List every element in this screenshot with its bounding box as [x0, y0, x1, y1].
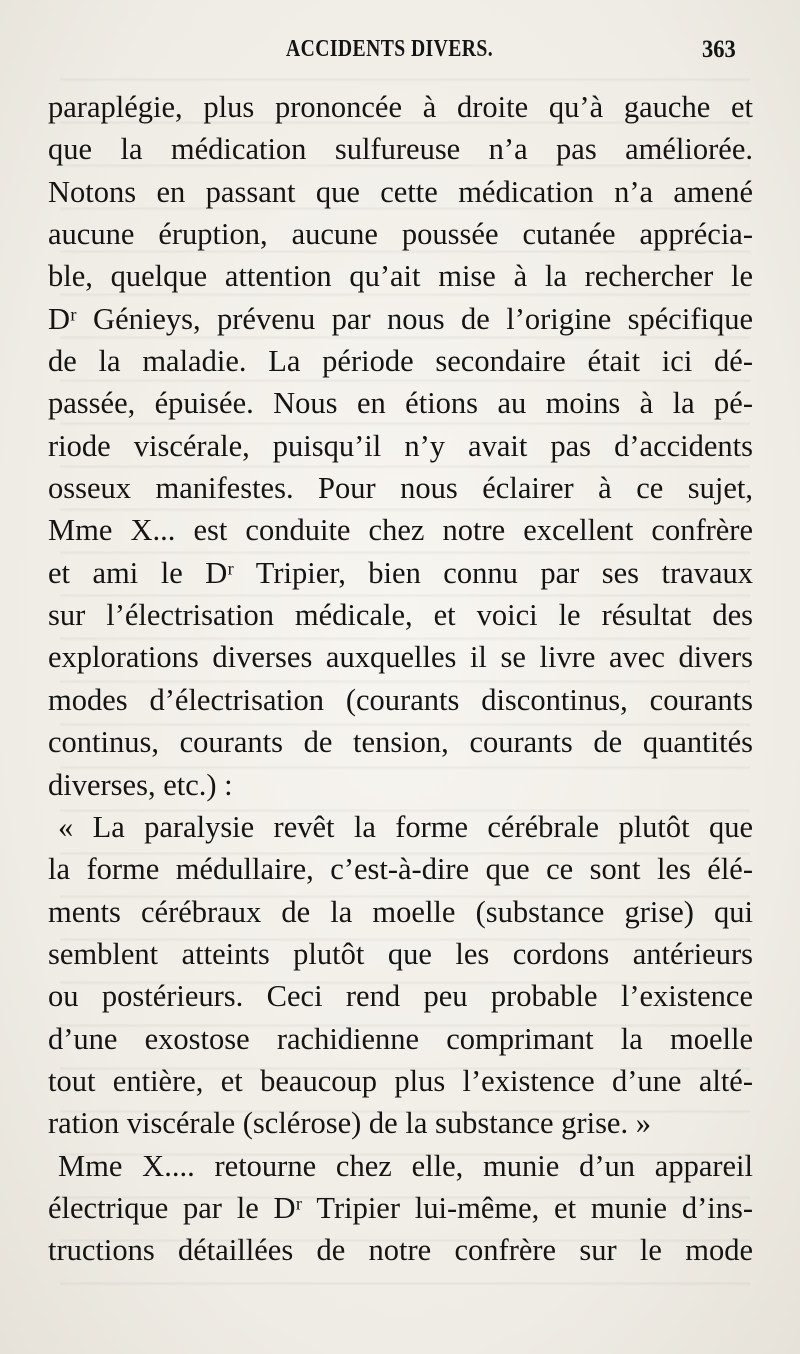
text-line: riode viscérale, puisqu’il n’y avait pas d’accidents	[48, 428, 753, 463]
text-line: que la médication sulfureuse n’a pas améliorée.	[48, 132, 753, 167]
text-line: Notons en passant que cette médication n’a amené	[48, 174, 753, 209]
text-line: continus, courants de tension, courants de quantités	[48, 725, 753, 760]
text-line: modes d’électrisation (courants discontinus, courants	[48, 682, 753, 717]
text-line: semblent atteints plutôt que les cordons antérieurs	[48, 936, 753, 971]
running-head	[0, 34, 800, 74]
text-line-paragraph-end: diverses, etc.) :	[48, 767, 233, 802]
text-line: et ami le Dʳ Tripier, bien connu par ses travaux	[48, 555, 753, 590]
text-line: Mme X... est conduite chez notre excellent confrère	[48, 513, 753, 548]
text-line: la forme médullaire, c’est-à-dire que ce sont les élé-	[48, 852, 753, 887]
text-line: d’une exostose rachidienne comprimant la moelle	[48, 1021, 753, 1056]
text-line: ou postérieurs. Ceci rend peu probable l’existence	[48, 979, 753, 1014]
running-title: ACCIDENTS DIVERS.	[286, 36, 494, 62]
text-line-quote-end: ration viscérale (sclérose) de la substance grise. »	[48, 1106, 651, 1141]
text-line: aucune éruption, aucune poussée cutanée apprécia-	[48, 217, 753, 252]
page-number: 363	[702, 36, 736, 63]
text-line: Dʳ Génieys, prévenu par nous de l’origine spécifique	[48, 301, 753, 336]
text-line: paraplégie, plus prononcée à droite qu’à gauche et	[48, 90, 753, 124]
text-line: tructions détaillées de notre confrère sur le mode	[48, 1233, 753, 1268]
text-line: ble, quelque attention qu’ait mise à la rechercher le	[48, 259, 753, 294]
text-line-paragraph-start: Mme X.... retourne chez elle, munie d’un appareil	[58, 1148, 753, 1183]
text-line: sur l’électrisation médicale, et voici le résultat des	[48, 598, 753, 633]
text-line: passée, épuisée. Nous en étions au moins à la pé-	[48, 386, 753, 421]
text-line: osseux manifestes. Pour nous éclairer à ce sujet,	[48, 471, 753, 506]
text-line-quote-start: « La paralysie revêt la forme cérébrale plutôt que	[58, 809, 753, 844]
text-line: électrique par le Dʳ Tripier lui-même, et munie d’ins-	[48, 1190, 753, 1225]
text-line: tout entière, et beaucoup plus l’existence d’une alté-	[48, 1063, 753, 1098]
text-line: ments cérébraux de la moelle (substance grise) qui	[48, 894, 753, 929]
text-line: de la maladie. La période secondaire était ici dé-	[48, 344, 753, 379]
body-text	[48, 86, 753, 1272]
text-line: explorations diverses auxquelles il se livre avec divers	[48, 640, 753, 675]
